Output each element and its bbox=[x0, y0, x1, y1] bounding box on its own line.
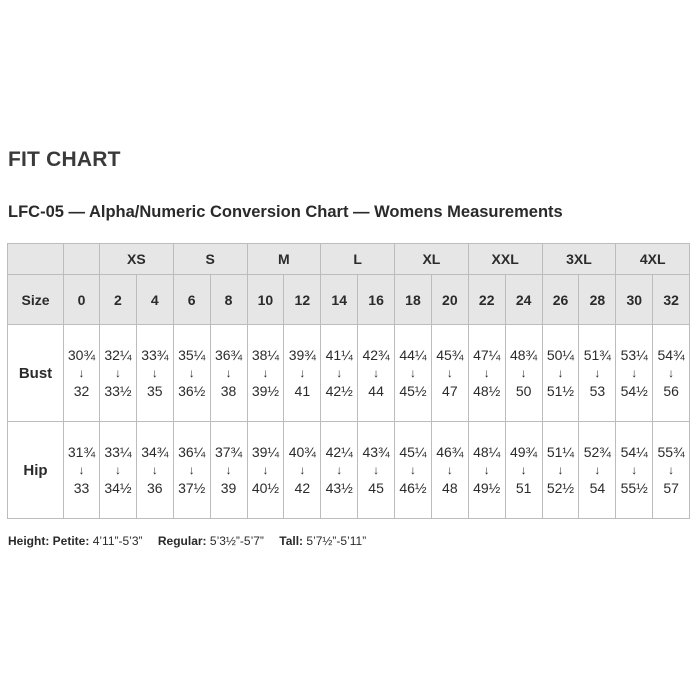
hip-from-value: 52¾ bbox=[583, 443, 611, 460]
bust-measurement-cell bbox=[542, 325, 579, 422]
bust-from-value: 44¼ bbox=[399, 346, 427, 363]
numeric-size: 28 bbox=[579, 275, 616, 325]
hip-to-value: 40½ bbox=[251, 479, 280, 496]
alpha-size: L bbox=[321, 244, 395, 275]
down-arrow-icon: ↓ bbox=[225, 365, 232, 380]
down-arrow-icon: ↓ bbox=[409, 365, 416, 380]
hip-to-value: 43½ bbox=[325, 479, 353, 496]
down-arrow-icon: ↓ bbox=[114, 365, 121, 380]
alpha-size: XL bbox=[395, 244, 469, 275]
down-arrow-icon: ↓ bbox=[373, 365, 380, 380]
petite-label: Petite: bbox=[52, 534, 90, 548]
hip-row-label: Hip bbox=[8, 422, 64, 519]
bust-from-value: 36¾ bbox=[214, 346, 243, 363]
down-arrow-icon: ↓ bbox=[520, 462, 527, 477]
bust-to-value: 42½ bbox=[325, 382, 353, 399]
alpha-size-row bbox=[8, 244, 690, 275]
down-arrow-icon: ↓ bbox=[188, 365, 195, 380]
numeric-size: 24 bbox=[505, 275, 542, 325]
hip-to-value: 37½ bbox=[178, 479, 206, 496]
down-arrow-icon: ↓ bbox=[520, 365, 527, 380]
hip-from-value: 36¼ bbox=[178, 443, 206, 460]
bust-to-value: 50 bbox=[515, 382, 532, 399]
hip-to-value: 42 bbox=[294, 479, 311, 496]
down-arrow-icon: ↓ bbox=[114, 462, 121, 477]
bust-to-value: 56 bbox=[663, 382, 679, 399]
hip-measurement-cell bbox=[579, 422, 616, 519]
numeric-size: 0 bbox=[64, 275, 100, 325]
down-arrow-icon: ↓ bbox=[299, 462, 306, 477]
bust-measurement-cell bbox=[284, 325, 321, 422]
page-title: FIT CHART bbox=[8, 148, 121, 171]
bust-measurement-cell bbox=[616, 325, 653, 422]
down-arrow-icon: ↓ bbox=[557, 365, 564, 380]
height-guide bbox=[8, 534, 378, 548]
hip-measurement-cell bbox=[616, 422, 653, 519]
down-arrow-icon: ↓ bbox=[78, 462, 85, 477]
bust-measurement-cell bbox=[210, 325, 247, 422]
bust-measurement-cell bbox=[358, 325, 395, 422]
numeric-size: 30 bbox=[616, 275, 653, 325]
numeric-size: 16 bbox=[358, 275, 395, 325]
bust-measurement-cell bbox=[468, 325, 505, 422]
bust-to-value: 48½ bbox=[473, 382, 501, 399]
hip-from-value: 39¼ bbox=[251, 443, 280, 460]
hip-from-value: 51¼ bbox=[546, 443, 575, 460]
bust-to-value: 45½ bbox=[399, 382, 427, 399]
bust-from-value: 53¼ bbox=[620, 346, 648, 363]
numeric-size: 18 bbox=[395, 275, 432, 325]
hip-to-value: 46½ bbox=[399, 479, 427, 496]
hip-to-value: 33 bbox=[73, 479, 90, 496]
hip-from-value: 37¾ bbox=[214, 443, 243, 460]
bust-to-value: 33½ bbox=[104, 382, 132, 399]
bust-to-value: 32 bbox=[73, 382, 90, 399]
down-arrow-icon: ↓ bbox=[262, 462, 269, 477]
tall-label: Tall: bbox=[279, 534, 304, 548]
bust-measurement-cell bbox=[505, 325, 542, 422]
empty-alpha-cell bbox=[64, 244, 100, 275]
tall-value: 5’7½”-5’11” bbox=[306, 534, 367, 548]
bust-from-value: 48¾ bbox=[509, 346, 538, 363]
bust-measurement-cell bbox=[395, 325, 432, 422]
bust-from-value: 32¼ bbox=[104, 346, 132, 363]
hip-measurement-cell bbox=[284, 422, 321, 519]
numeric-size: 26 bbox=[542, 275, 579, 325]
down-arrow-icon: ↓ bbox=[483, 365, 490, 380]
bust-from-value: 41¼ bbox=[325, 346, 353, 363]
down-arrow-icon: ↓ bbox=[151, 462, 158, 477]
hip-to-value: 52½ bbox=[546, 479, 575, 496]
down-arrow-icon: ↓ bbox=[151, 365, 158, 380]
bust-measurement-cell bbox=[431, 325, 468, 422]
hip-from-value: 33¼ bbox=[104, 443, 132, 460]
hip-to-value: 55½ bbox=[620, 479, 648, 496]
alpha-size: XS bbox=[100, 244, 174, 275]
numeric-size: 2 bbox=[100, 275, 137, 325]
alpha-size: XXL bbox=[468, 244, 542, 275]
hip-measurement-cell bbox=[321, 422, 358, 519]
numeric-size-row bbox=[8, 275, 690, 325]
bust-from-value: 42¾ bbox=[362, 346, 390, 363]
hip-measurement-cell bbox=[395, 422, 432, 519]
bust-from-value: 45¾ bbox=[436, 346, 464, 363]
down-arrow-icon: ↓ bbox=[262, 365, 269, 380]
hip-from-value: 54¼ bbox=[620, 443, 648, 460]
hip-from-value: 55¾ bbox=[657, 443, 685, 460]
down-arrow-icon: ↓ bbox=[668, 365, 675, 380]
alpha-size: 3XL bbox=[542, 244, 616, 275]
numeric-size: 12 bbox=[284, 275, 321, 325]
bust-from-value: 35¼ bbox=[178, 346, 206, 363]
hip-from-value: 48¼ bbox=[473, 443, 501, 460]
hip-to-value: 45 bbox=[368, 479, 384, 496]
size-row-label: Size bbox=[8, 275, 64, 325]
alpha-size: 4XL bbox=[616, 244, 690, 275]
hip-measurement-cell bbox=[100, 422, 137, 519]
hip-measurement-cell bbox=[173, 422, 210, 519]
hip-to-value: 36 bbox=[147, 479, 163, 496]
hip-from-value: 49¾ bbox=[509, 443, 538, 460]
down-arrow-icon: ↓ bbox=[78, 365, 85, 380]
hip-from-value: 45¼ bbox=[399, 443, 427, 460]
hip-to-value: 48 bbox=[442, 479, 458, 496]
numeric-size: 4 bbox=[136, 275, 173, 325]
bust-row-label: Bust bbox=[8, 325, 64, 422]
bust-to-value: 44 bbox=[368, 382, 384, 399]
hip-measurement-cell bbox=[431, 422, 468, 519]
bust-measurement-cell bbox=[579, 325, 616, 422]
down-arrow-icon: ↓ bbox=[373, 462, 380, 477]
numeric-size: 10 bbox=[247, 275, 284, 325]
down-arrow-icon: ↓ bbox=[631, 462, 638, 477]
down-arrow-icon: ↓ bbox=[409, 462, 416, 477]
down-arrow-icon: ↓ bbox=[594, 462, 601, 477]
bust-to-value: 35 bbox=[147, 382, 163, 399]
hip-measurement-cell bbox=[542, 422, 579, 519]
hip-measurement-cell bbox=[210, 422, 247, 519]
bust-from-value: 30¾ bbox=[67, 346, 96, 363]
down-arrow-icon: ↓ bbox=[336, 462, 343, 477]
down-arrow-icon: ↓ bbox=[225, 462, 232, 477]
hip-measurement-cell bbox=[358, 422, 395, 519]
bust-to-value: 53 bbox=[589, 382, 606, 399]
corner-cell bbox=[8, 244, 64, 275]
bust-from-value: 54¾ bbox=[657, 346, 685, 363]
bust-measurement-cell bbox=[173, 325, 210, 422]
bust-to-value: 36½ bbox=[178, 382, 206, 399]
hip-to-value: 34½ bbox=[104, 479, 132, 496]
down-arrow-icon: ↓ bbox=[299, 365, 306, 380]
bust-to-value: 54½ bbox=[620, 382, 648, 399]
numeric-size: 20 bbox=[431, 275, 468, 325]
bust-to-value: 41 bbox=[294, 382, 311, 399]
numeric-size: 32 bbox=[653, 275, 690, 325]
hip-to-value: 39 bbox=[220, 479, 237, 496]
hip-measurement-cell bbox=[653, 422, 690, 519]
hip-from-value: 46¾ bbox=[436, 443, 464, 460]
hip-from-value: 43¾ bbox=[362, 443, 390, 460]
alpha-size: S bbox=[173, 244, 247, 275]
bust-to-value: 39½ bbox=[251, 382, 280, 399]
hip-to-value: 51 bbox=[515, 479, 532, 496]
hip-measurement-cell bbox=[247, 422, 284, 519]
bust-to-value: 38 bbox=[220, 382, 237, 399]
alpha-size: M bbox=[247, 244, 321, 275]
hip-to-value: 49½ bbox=[473, 479, 501, 496]
bust-measurement-cell bbox=[100, 325, 137, 422]
height-label: Height: bbox=[8, 534, 50, 548]
hip-from-value: 40¾ bbox=[288, 443, 316, 460]
down-arrow-icon: ↓ bbox=[668, 462, 675, 477]
regular-label: Regular: bbox=[157, 534, 207, 548]
petite-value: 4’11”-5’3” bbox=[92, 534, 143, 548]
bust-measurement-cell bbox=[247, 325, 284, 422]
hip-measurement-cell bbox=[136, 422, 173, 519]
hip-measurement-cell bbox=[64, 422, 100, 519]
hip-measurement-cell bbox=[468, 422, 505, 519]
hip-row bbox=[8, 422, 690, 519]
bust-measurement-cell bbox=[136, 325, 173, 422]
numeric-size: 22 bbox=[468, 275, 505, 325]
bust-measurement-cell bbox=[64, 325, 100, 422]
down-arrow-icon: ↓ bbox=[446, 365, 453, 380]
numeric-size: 6 bbox=[173, 275, 210, 325]
numeric-size: 14 bbox=[321, 275, 358, 325]
hip-from-value: 31¾ bbox=[67, 443, 96, 460]
regular-value: 5’3½”-5’7” bbox=[209, 534, 264, 548]
hip-to-value: 57 bbox=[663, 479, 679, 496]
down-arrow-icon: ↓ bbox=[188, 462, 195, 477]
bust-from-value: 51¾ bbox=[583, 346, 611, 363]
hip-from-value: 34¾ bbox=[141, 443, 169, 460]
hip-from-value: 42¼ bbox=[325, 443, 353, 460]
bust-to-value: 47 bbox=[442, 382, 458, 399]
down-arrow-icon: ↓ bbox=[557, 462, 564, 477]
bust-row bbox=[8, 325, 690, 422]
bust-from-value: 33¾ bbox=[141, 346, 169, 363]
hip-measurement-cell bbox=[505, 422, 542, 519]
down-arrow-icon: ↓ bbox=[594, 365, 601, 380]
bust-from-value: 38¼ bbox=[251, 346, 280, 363]
bust-measurement-cell bbox=[653, 325, 690, 422]
chart-subtitle: LFC-05 — Alpha/Numeric Conversion Chart — Womens Measurements bbox=[8, 203, 563, 221]
numeric-size: 8 bbox=[210, 275, 247, 325]
hip-to-value: 54 bbox=[589, 479, 606, 496]
bust-from-value: 47¼ bbox=[473, 346, 501, 363]
size-conversion-table bbox=[7, 243, 690, 519]
down-arrow-icon: ↓ bbox=[446, 462, 453, 477]
bust-measurement-cell bbox=[321, 325, 358, 422]
down-arrow-icon: ↓ bbox=[631, 365, 638, 380]
bust-from-value: 39¾ bbox=[288, 346, 316, 363]
bust-from-value: 50¼ bbox=[546, 346, 575, 363]
down-arrow-icon: ↓ bbox=[483, 462, 490, 477]
down-arrow-icon: ↓ bbox=[336, 365, 343, 380]
bust-to-value: 51½ bbox=[546, 382, 575, 399]
